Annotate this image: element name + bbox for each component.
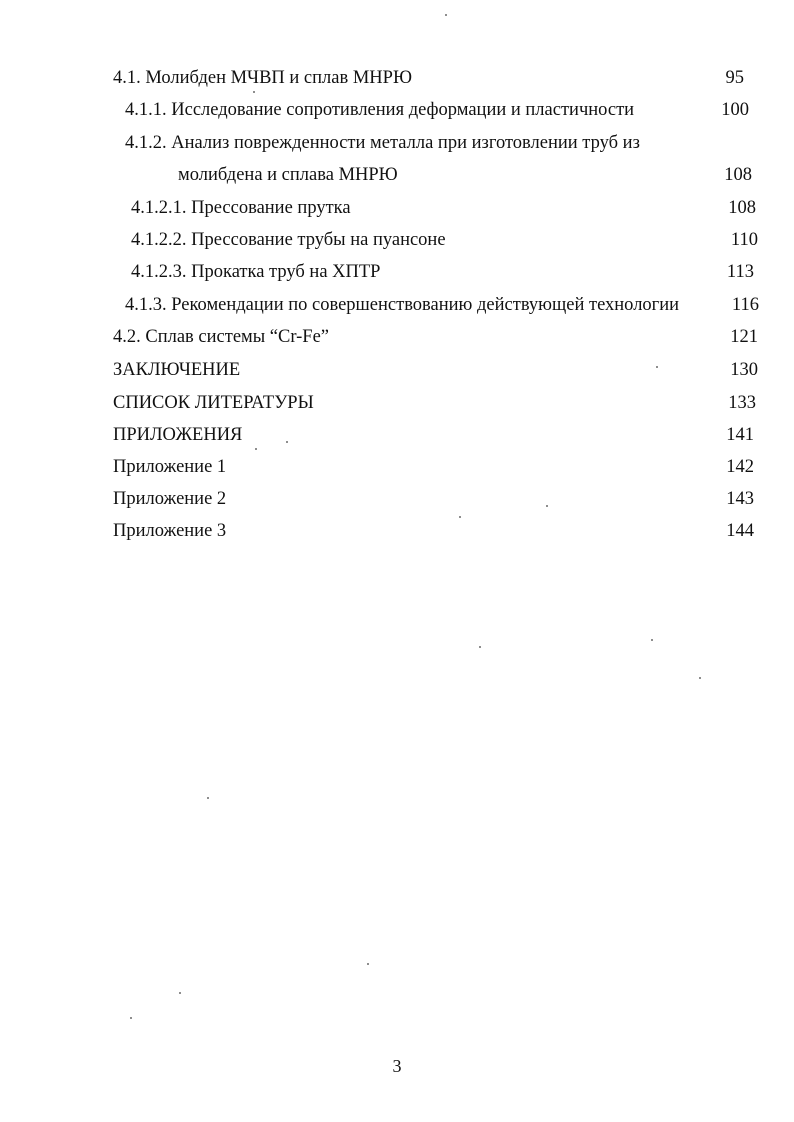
toc-entry-page: 108 — [728, 198, 756, 218]
toc-entry-title: Приложение 3 — [113, 521, 227, 541]
toc-entry — [0, 163, 794, 193]
toc-entry — [0, 293, 794, 323]
toc-entry-title: ПРИЛОЖЕНИЯ — [113, 425, 243, 445]
scan-speck — [367, 963, 369, 965]
scan-speck — [651, 639, 653, 641]
toc-entry-title: 4.1.2. Анализ поврежденности металла при изготовлении труб из — [125, 133, 640, 153]
toc-entry-title: 4.1.1. Исследование сопротивления деформации и пластичности — [125, 100, 635, 120]
toc-entry-title: 4.1.2.3. Прокатка труб на ХПТР — [131, 262, 381, 282]
toc-entry-title: ЗАКЛЮЧЕНИЕ — [113, 360, 241, 380]
toc-entry-page: 144 — [726, 521, 754, 541]
toc-entry-page: 121 — [730, 327, 758, 347]
toc-entry — [0, 519, 794, 549]
toc-entry — [0, 391, 794, 421]
toc-entry-title: 4.1. Молибден МЧВП и сплав МНРЮ — [113, 68, 412, 88]
toc-entry — [0, 98, 794, 128]
toc-entry — [0, 131, 794, 161]
scan-speck — [479, 646, 481, 648]
scan-speck — [445, 14, 447, 16]
toc-entry-page: 133 — [728, 393, 756, 413]
toc-entry-page: 100 — [721, 100, 749, 120]
toc-entry-title: Приложение 2 — [113, 489, 227, 509]
scan-speck — [699, 677, 701, 679]
toc-entry — [0, 325, 794, 355]
scan-speck — [459, 516, 461, 518]
toc-entry — [0, 66, 794, 96]
toc-entry-title: 4.1.3. Рекомендации по совершенствованию действующей технологии — [125, 295, 680, 315]
toc-entry-page: 108 — [724, 165, 752, 185]
scan-speck — [207, 797, 209, 799]
toc-entry-page: 143 — [726, 489, 754, 509]
toc-entry-page: 113 — [726, 262, 754, 282]
scan-speck — [286, 441, 288, 443]
toc-entry-title: 4.1.2.2. Прессование трубы на пуансоне — [131, 230, 446, 250]
toc-entry — [0, 358, 794, 388]
toc-entry-page: 141 — [726, 425, 754, 445]
toc-entry-title: Приложение 1 — [113, 457, 227, 477]
scan-speck — [546, 505, 548, 507]
scan-speck — [253, 91, 255, 93]
toc-entry — [0, 228, 794, 258]
toc-entry-page: 95 — [725, 68, 744, 88]
toc-entry-title: СПИСОК ЛИТЕРАТУРЫ — [113, 393, 314, 413]
toc-entry — [0, 196, 794, 226]
toc-entry-page: 142 — [726, 457, 754, 477]
toc-entry-title: молибдена и сплава МНРЮ — [178, 165, 398, 185]
scan-speck — [130, 1017, 132, 1019]
toc-entry-page: 116 — [731, 295, 759, 315]
toc-entry-title: 4.1.2.1. Прессование прутка — [131, 198, 351, 218]
toc-entry-page: 130 — [730, 360, 758, 380]
toc-entry-title: 4.2. Сплав системы “Cr-Fe” — [113, 327, 330, 347]
page-number: 3 — [392, 1056, 402, 1076]
toc-entry-page: 110 — [730, 230, 758, 250]
scan-speck — [656, 366, 658, 368]
toc-entry — [0, 455, 794, 485]
toc-entry — [0, 487, 794, 517]
toc-entry — [0, 260, 794, 290]
scan-speck — [255, 448, 257, 450]
toc-entry — [0, 423, 794, 453]
scan-speck — [179, 992, 181, 994]
